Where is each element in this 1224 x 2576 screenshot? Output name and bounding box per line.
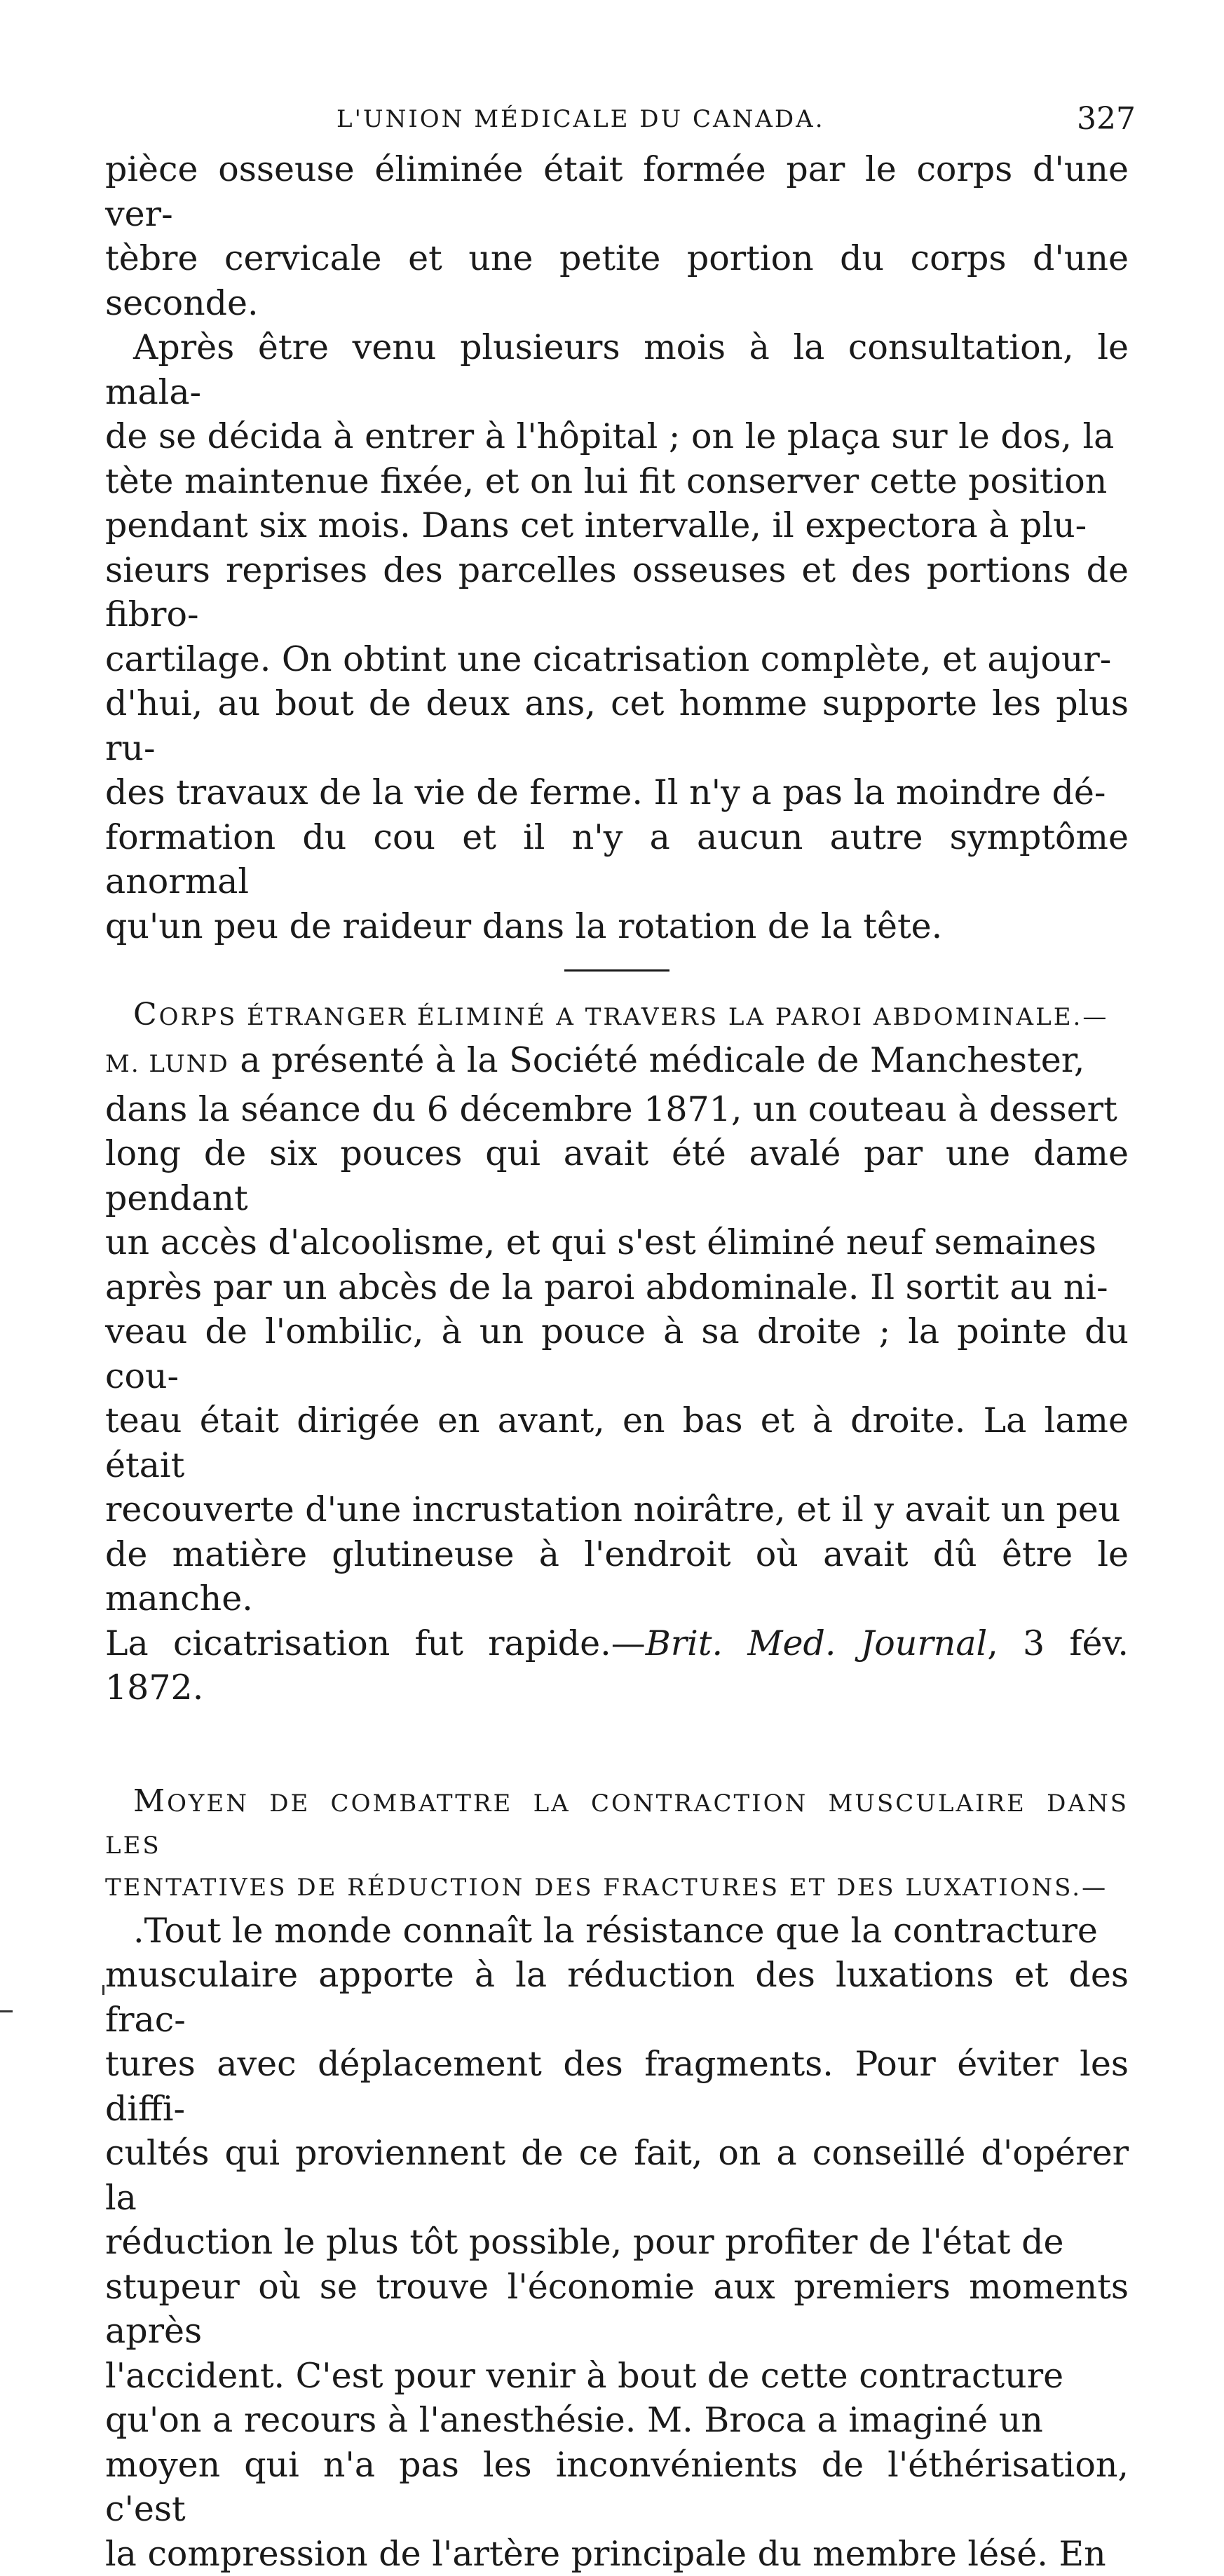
article-title: CORPS ÉTRANGER ÉLIMINÉ A TRAVERS LA PAROI ABDOMINALE.— bbox=[105, 994, 1129, 1038]
text-line: qu'un peu de raideur dans la rotation de la tête. bbox=[105, 904, 1129, 949]
text-line: veau de l'ombilic, à un pouce à sa droite ; la pointe du cou- bbox=[105, 1309, 1129, 1398]
text-line: de matière glutineuse à l'endroit où avait dû être le manche. bbox=[105, 1532, 1129, 1621]
author-name: M. LUND bbox=[105, 1050, 229, 1078]
text-line: après par un abcès de la paroi abdominale. Il sortit au ni- bbox=[105, 1265, 1129, 1310]
journal-citation: Brit. Med. Journal bbox=[646, 1623, 987, 1663]
text-line: des travaux de la vie de ferme. Il n'y a pas la moindre dé- bbox=[105, 770, 1129, 815]
page-number: 327 bbox=[1077, 101, 1136, 137]
text-line: dans la séance du 6 décembre 1871, un couteau à dessert bbox=[105, 1087, 1129, 1132]
article-muscle-contraction bbox=[105, 1780, 1129, 2576]
article-foreign-body bbox=[105, 994, 1129, 1710]
text-line: sieurs reprises des parcelles osseuses et des portions de fibro- bbox=[105, 548, 1129, 637]
page-header bbox=[105, 84, 1129, 147]
running-head: L'UNION MÉDICALE DU CANADA. bbox=[336, 105, 825, 133]
text-line: la compression de l'artère principale du membre lésé. En bbox=[105, 2532, 1129, 2576]
text-line: La cicatrisation fut rapide.—Brit. Med. Journal, 3 fév. 1872. bbox=[105, 1621, 1129, 1710]
text-line: de se décida à entrer à l'hôpital ; on le plaça sur le dos, la bbox=[105, 414, 1129, 459]
page bbox=[105, 84, 1129, 2576]
text-line: stupeur où se trouve l'économie aux premiers moments après bbox=[105, 2265, 1129, 2354]
text-line: réduction le plus tôt possible, pour profiter de l'état de bbox=[105, 2220, 1129, 2265]
scan-mark bbox=[102, 1985, 104, 1995]
text-line: cultés qui proviennent de ce fait, on a conseillé d'opérer la bbox=[105, 2131, 1129, 2220]
article-title-continued: TENTATIVES DE RÉDUCTION DES FRACTURES ET DES LUXATIONS.— bbox=[105, 1867, 1129, 1909]
text-line: d'hui, au bout de deux ans, cet homme supporte les plus ru- bbox=[105, 681, 1129, 770]
text-line: pièce osseuse éliminée était formée par le corps d'une ver- bbox=[105, 147, 1129, 236]
paragraph-continued bbox=[105, 147, 1129, 948]
text-line: qu'on a recours à l'anesthésie. M. Broca a imaginé un bbox=[105, 2398, 1129, 2443]
text-line: pendant six mois. Dans cet intervalle, il expectora à plu- bbox=[105, 503, 1129, 548]
text-line: teau était dirigée en avant, en bas et à droite. La lame était bbox=[105, 1398, 1129, 1487]
text-line: tures avec déplacement des fragments. Pour éviter les diffi- bbox=[105, 2042, 1129, 2131]
scan-mark bbox=[0, 2010, 13, 2012]
text-line: un accès d'alcoolisme, et qui s'est éliminé neuf semaines bbox=[105, 1220, 1129, 1265]
text-line: tèbre cervicale et une petite portion du corps d'une seconde. bbox=[105, 236, 1129, 325]
text-line: formation du cou et il n'y a aucun autre symptôme anormal bbox=[105, 815, 1129, 904]
text-line: M. LUND a présenté à la Société médicale de Manchester, bbox=[105, 1038, 1129, 1087]
text-line: Après être venu plusieurs mois à la consultation, le mala- bbox=[105, 325, 1129, 414]
text-line: tète maintenue fixée, et on lui fit conserver cette position bbox=[105, 459, 1129, 504]
text-line: long de six pouces qui avait été avalé par une dame pendant bbox=[105, 1131, 1129, 1220]
text-line: moyen qui n'a pas les inconvénients de l'éthérisation, c'est bbox=[105, 2443, 1129, 2532]
text-line: .Tout le monde connaît la résistance que la contracture bbox=[105, 1909, 1129, 1954]
section-divider bbox=[564, 969, 669, 972]
text-line: cartilage. On obtint une cicatrisation complète, et aujour- bbox=[105, 637, 1129, 682]
text-line: musculaire apporte à la réduction des luxations et des frac- bbox=[105, 1953, 1129, 2042]
text-line: l'accident. C'est pour venir à bout de cette contracture bbox=[105, 2354, 1129, 2399]
article-title: MOYEN DE COMBATTRE LA CONTRACTION MUSCULAIRE DANS LES bbox=[105, 1780, 1129, 1867]
text-line: recouverte d'une incrustation noirâtre, et il y avait un peu bbox=[105, 1487, 1129, 1532]
